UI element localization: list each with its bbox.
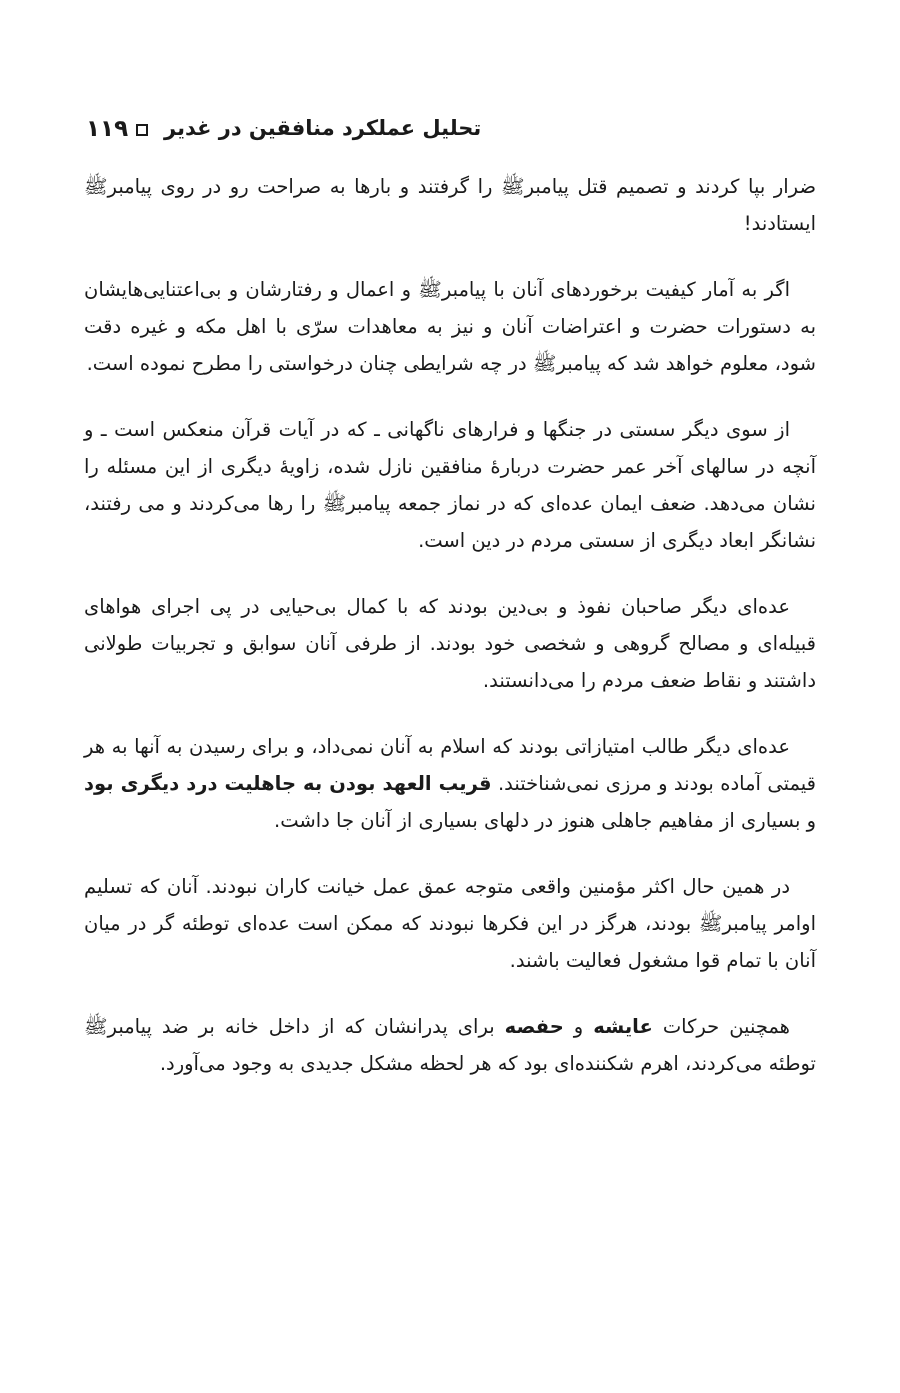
paragraph-5 [84,728,816,839]
text-segment: برای پدرانشان که از داخل خانه بر ضد پیامبرﷺ توطئه می‌کردند، اهرم شکننده‌ای بود که هر لحظه مشکل جدیدی به وجود می‌آورد. [84,1015,816,1075]
page-number: ۱۱۹ [86,116,129,142]
text-segment: از سوی دیگر سستی در جنگها و فرارهای ناگهانی ـ که در آیات قرآن منعکس است ـ و آنچه در سالهای آخر عمر حضرت دربارهٔ منافقین نازل شده، زاویهٔ دیگری از این مسئله را نشان می‌دهد. ضعف ایمان عده‌ای که در نماز جمعه پیامبرﷺ را رها می‌کردند و می رفتند، نشانگر ابعاد دیگری از سستی مردم در دین است. [84,418,816,552]
bold-phrase: قریب العهد بودن به جاهلیت درد دیگری بود [84,772,492,795]
text-segment: و بسیاری از مفاهیم جاهلی هنوز در دلهای بسیاری از آنان جا داشت. [274,809,816,832]
text-segment: ضرار بپا کردند و تصمیم قتل پیامبرﷺ را گرفتند و بارها به صراحت رو در روی پیامبرﷺ ایستادند! [84,175,816,235]
hollow-square-icon [136,124,148,136]
text-segment: در همین حال اکثر مؤمنین واقعی متوجه عمق عمل خیانت کاران نبودند. آنان که تسلیم اوامر پیامبرﷺ بودند، هرگز در این فکرها نبودند که ممکن است عده‌ای توطئه گر در میان آنان با تمام قوا مشغول فعالیت باشند. [84,875,816,972]
paragraph-4 [84,588,816,699]
paragraph-3 [84,411,816,559]
text-segment: عده‌ای دیگر صاحبان نفوذ و بی‌دین بودند که با کمال بی‌حیایی در پی اجرای هواهای قبیله‌ای و مصالح گروهی و شخصی خود بودند. از طرفی آنان سوابق و تجربیات طولانی داشتند و نقاط ضعف مردم را می‌دانستند. [84,595,816,692]
running-header [0,112,900,152]
paragraph-6 [84,868,816,979]
running-header-title: تحلیل عملکرد منافقین در غدیر [164,116,482,140]
text-segment: اگر به آمار کیفیت برخوردهای آنان با پیامبرﷺ و اعمال و رفتارشان و بی‌اعتنایی‌هایشان به دستورات حضرت و اعتراضات آنان و نیز به معاهدات سرّی با اهل مکه و غیره دقت شود، معلوم خواهد شد که پیامبرﷺ در چه شرایطی چنان درخواستی را مطرح نموده است. [84,278,816,375]
paragraph-1 [84,168,816,242]
text-segment: همچنین حرکات [652,1015,790,1038]
body-text [84,168,816,1111]
bold-name-hafsa: حفصه [504,1015,564,1038]
bold-name-aisha: عایشه [593,1015,653,1038]
text-segment: عده‌ای دیگر طالب امتیازاتی بودند که اسلام به آنان نمی‌داد، و برای رسیدن به آنها به هر قیمتی آماده بودند و مرزی نمی‌شناختند. [84,735,816,795]
paragraph-2 [84,271,816,382]
text-segment: و [563,1015,594,1038]
paragraph-7 [84,1008,816,1082]
